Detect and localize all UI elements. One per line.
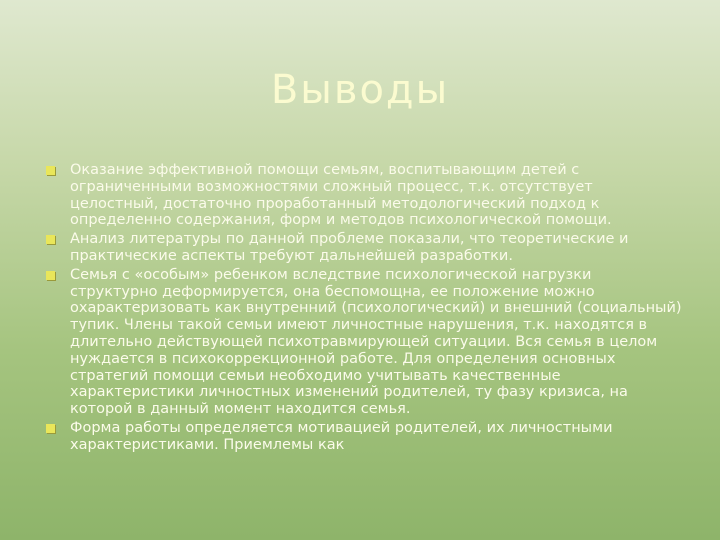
- bullet-item: [46, 267, 682, 418]
- bullet-text: Семья с «особым» ребенком вследствие психологической нагрузки структурно деформируется, она беспомощна, ее положение можно охарактеризовать как внутренний (психологический) и внешний (социальный) тупик. Члены такой семьи имеют личностные нарушения, т.к. находятся в длительно действующей психотравмирующей ситуации. Вся семья в целом нуждается в психокоррекционной работе. Для определения основных стратегий помощи семьи необходимо учитывать качественные характеристики личностных изменений родителей, ту фазу кризиса, на которой в данный момент находится семья.: [70, 266, 682, 418]
- square-bullet-icon: [46, 166, 55, 175]
- slide-title: Выводы: [270, 67, 450, 113]
- bullet-item: [46, 231, 682, 265]
- square-bullet-icon: [46, 424, 55, 433]
- square-bullet-icon: [46, 235, 55, 244]
- bullet-item: [46, 162, 682, 229]
- bullet-item: [46, 420, 682, 454]
- bullet-text: Оказание эффективной помощи семьям, воспитывающим детей с ограниченными возможностями сложный процесс, т.к. отсутствует целостный, достаточно проработанный методологический подход к определенно содержания, форм и методов психологической помощи.: [70, 162, 612, 229]
- bullet-list: [46, 162, 682, 456]
- bullet-text: Форма работы определяется мотивацией родителей, их личностными характеристиками. Приемлемы как: [70, 419, 613, 453]
- square-bullet-icon: [46, 271, 55, 280]
- bullet-text: Анализ литературы по данной проблеме показали, что теоретические и практические аспекты требуют дальнейшей разработки.: [70, 231, 629, 264]
